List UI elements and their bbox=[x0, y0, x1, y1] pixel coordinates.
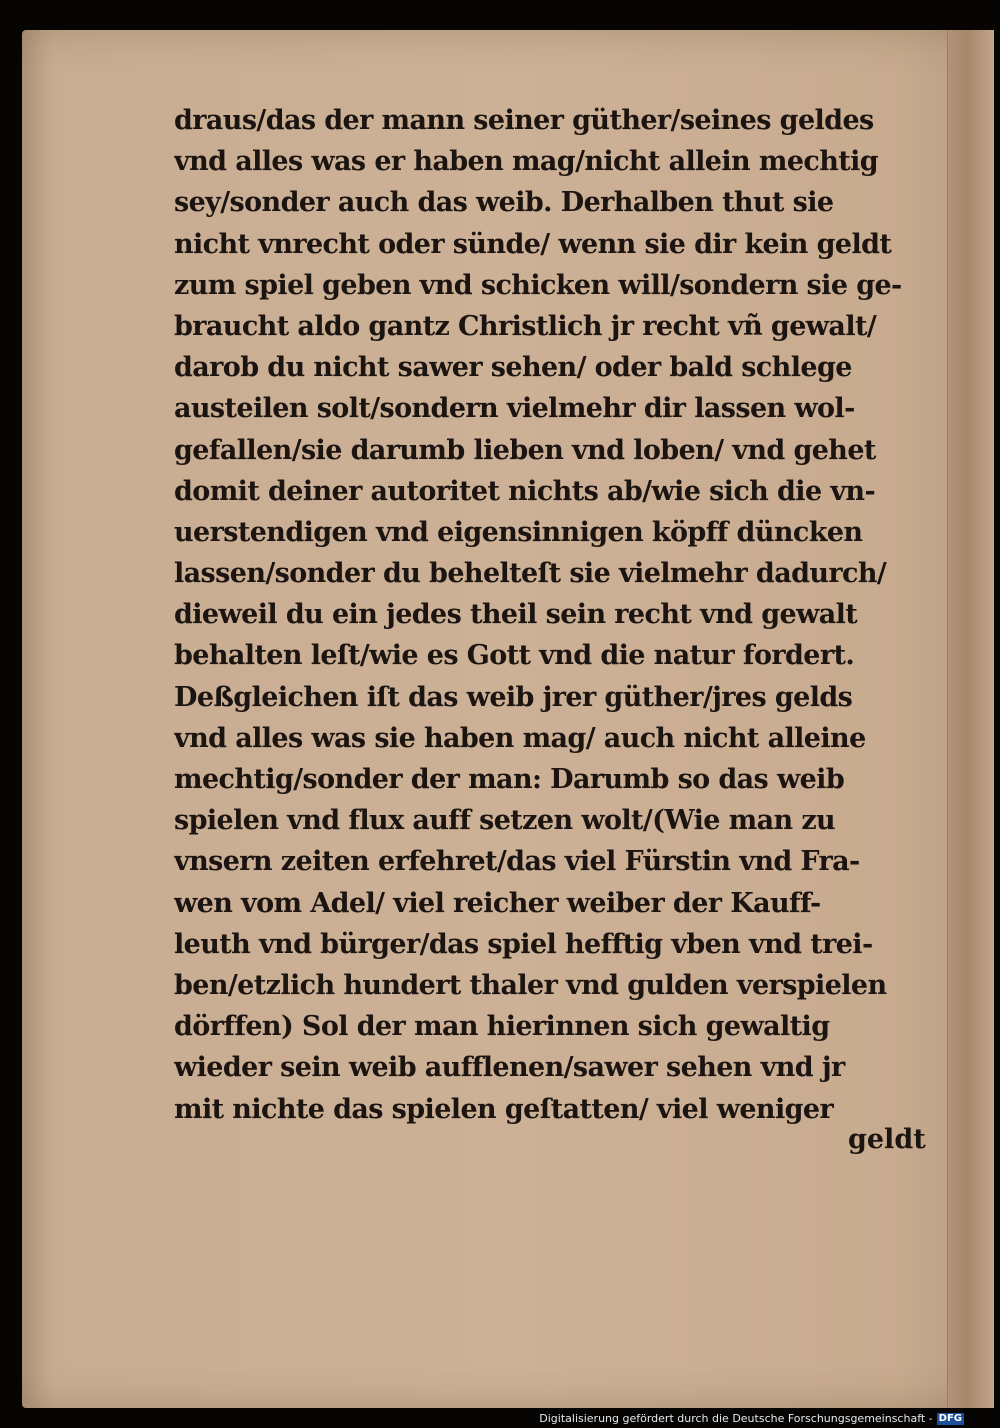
catchword: geldt bbox=[848, 1124, 926, 1155]
text-line: draus/das der mann seiner güther/seines geldes bbox=[174, 105, 874, 136]
text-line: behalten leſt/wie es Gott vnd die natur fordert. bbox=[174, 640, 855, 672]
digitization-footer bbox=[539, 1412, 964, 1425]
text-line: Deßgleichen iſt das weib jrer güther/jres gelds bbox=[174, 681, 853, 713]
text-line: mechtig/sonder der man: Darumb so das weib bbox=[174, 764, 845, 795]
text-line: uerstendigen vnd eigensinnigen köpff düncken bbox=[174, 516, 863, 548]
text-line: sey/sonder auch das weib. Derhalben thut sie bbox=[174, 187, 834, 219]
text-line: dieweil du ein jedes theil sein recht vnd gewalt bbox=[174, 599, 858, 631]
text-line: wieder sein weib aufflenen/sawer sehen vnd jr bbox=[174, 1052, 845, 1084]
text-line: lassen/sonder du behelteſt sie vielmehr dadurch/ bbox=[174, 558, 887, 590]
text-line: dörffen) Sol der man hierinnen sich gewaltig bbox=[174, 1011, 830, 1043]
text-line: zum spiel geben vnd schicken will/sondern sie ge- bbox=[174, 269, 902, 301]
text-line: darob du nicht sawer sehen/ oder bald schlege bbox=[174, 352, 852, 384]
dfg-logo: DFG bbox=[938, 1413, 962, 1424]
text-line: gefallen/sie darumb lieben vnd loben/ vnd gehet bbox=[174, 434, 876, 466]
text-line: domit deiner autoritet nichts ab/wie sich die vn- bbox=[174, 475, 876, 507]
text-line: vnsern zeiten erfehret/das viel Fürstin vnd Fra- bbox=[174, 846, 860, 878]
text-line: braucht aldo gantz Christlich jr recht vñ gewalt/ bbox=[174, 310, 877, 342]
text-line: austeilen solt/sondern vielmehr dir lassen wol- bbox=[174, 393, 855, 425]
text-block bbox=[174, 100, 934, 1130]
text-line: spielen vnd flux auff setzen wolt/(Wie man zu bbox=[174, 805, 836, 837]
text-line: leuth vnd bürger/das spiel hefftig vben vnd trei- bbox=[174, 928, 873, 960]
footer-text: Digitalisierung gefördert durch die Deutsche Forschungsgemeinschaft - bbox=[539, 1412, 933, 1425]
text-line: ben/etzlich hundert thaler vnd gulden verspielen bbox=[174, 969, 887, 1001]
text-line: nicht vnrecht oder sünde/ wenn sie dir kein geldt bbox=[174, 228, 892, 260]
text-line: vnd alles was sie haben mag/ auch nicht alleine bbox=[174, 722, 866, 754]
text-line: vnd alles was er haben mag/nicht allein mechtig bbox=[174, 146, 879, 178]
page-edge bbox=[947, 30, 994, 1408]
text-line: mit nichte das spielen geſtatten/ viel weniger bbox=[174, 1093, 834, 1125]
text-line: wen vom Adel/ viel reicher weiber der Kauff- bbox=[174, 887, 821, 919]
